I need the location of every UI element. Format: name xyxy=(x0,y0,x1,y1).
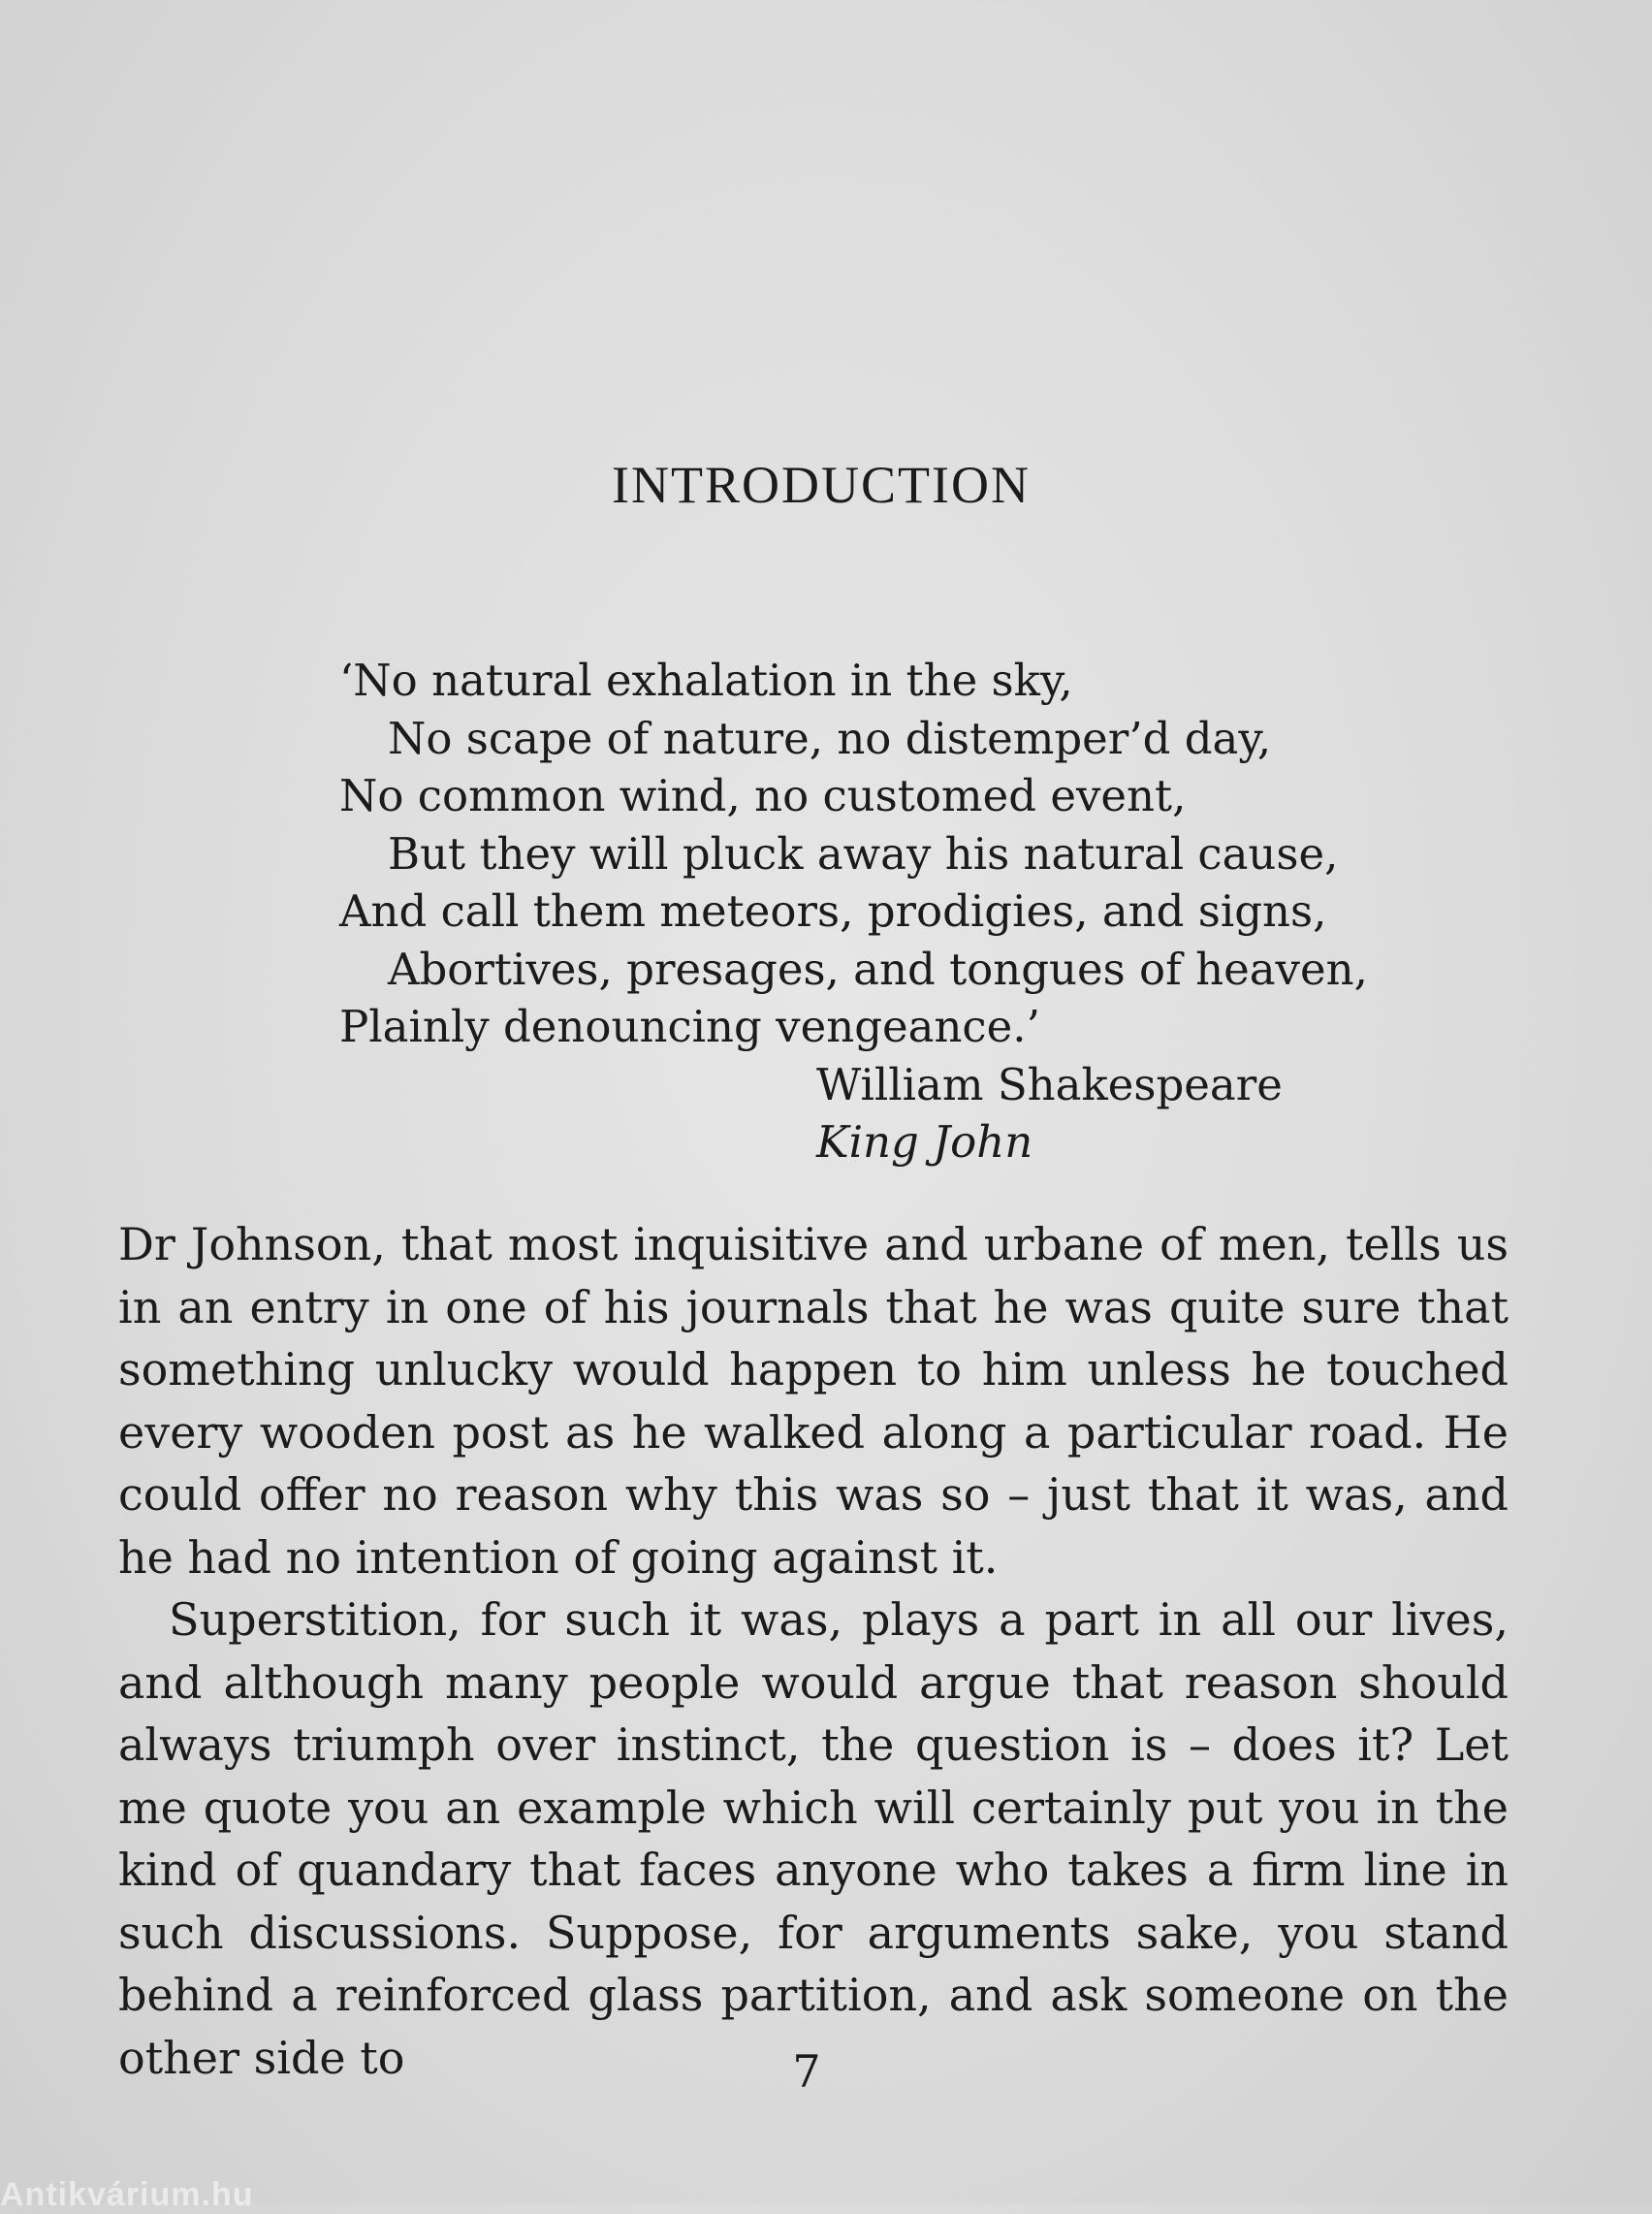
verse-line: Plainly denouncing vengeance.’ xyxy=(339,1001,1040,1052)
verse-line: But they will pluck away his natural cause, xyxy=(388,827,1339,880)
verse-line: No scape of nature, no distemper’d day, xyxy=(388,712,1272,764)
paragraph: Dr Johnson, that most inquisitive and urbane of men, tells us in an entry in one of his journals that he was quite sure that something unlucky would happen to him unless he touched every wooden post as he walked along a particular road. He could offer no reason why this was so – just that it was, and he had no intention of going against it. xyxy=(118,1218,1509,1584)
body-text xyxy=(118,1213,1509,2089)
verse-line: And call them meteors, prodigies, and signs, xyxy=(339,885,1327,937)
verse-line: ‘No natural exhalation in the sky, xyxy=(339,655,1073,706)
verse-line: No common wind, no customed event, xyxy=(339,770,1187,821)
verse-line: Abortives, presages, and tongues of heaven, xyxy=(388,943,1368,995)
chapter-heading: INTRODUCTION xyxy=(612,456,1031,514)
epigraph-author: William Shakespeare xyxy=(816,1058,1283,1110)
epigraph xyxy=(339,652,1368,1171)
paragraph: Superstition, for such it was, plays a part in all our lives, and although many people would argue that reason should always triumph over instinct, the question is – does it? Let me quote you an example which will certainly put you in the kind of quandary that faces anyone who takes a firm line in such discussions. Suppose, for arguments sake, you stand behind a reinforced glass partition, and ask someone on the other side to xyxy=(118,1593,1509,2084)
page-number: 7 xyxy=(792,2045,821,2098)
epigraph-work: King John xyxy=(816,1116,1033,1168)
watermark: Antikvárium.hu xyxy=(0,2176,254,2213)
